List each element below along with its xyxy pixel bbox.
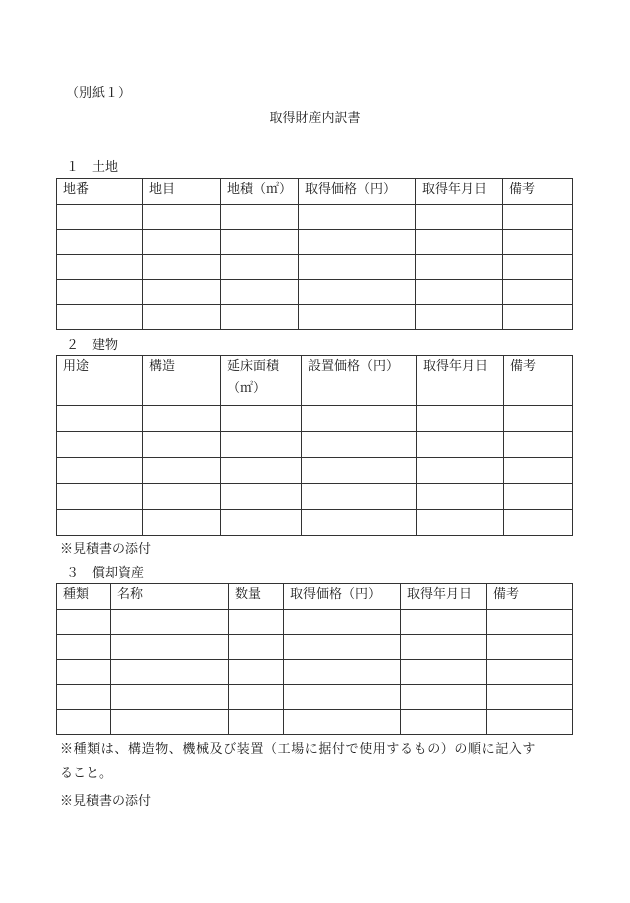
- annex-label: （別紙１）: [66, 86, 132, 101]
- land-col-acquisition-date: 取得年月日: [416, 179, 503, 205]
- table-cell[interactable]: [302, 510, 417, 536]
- section-land-heading: １ 土地: [66, 160, 119, 175]
- depreciable-table: [56, 583, 573, 735]
- table-cell[interactable]: [504, 406, 573, 432]
- table-cell[interactable]: [221, 230, 299, 255]
- table-cell[interactable]: [401, 635, 487, 660]
- table-cell[interactable]: [299, 205, 416, 230]
- table-cell[interactable]: [487, 610, 573, 635]
- table-cell[interactable]: [221, 458, 302, 484]
- depreciable-table-header-row: [57, 584, 573, 610]
- land-table-row: [57, 305, 573, 330]
- table-cell[interactable]: [504, 510, 573, 536]
- table-cell[interactable]: [57, 685, 111, 710]
- table-cell[interactable]: [143, 305, 221, 330]
- depreciable-col-remarks: 備考: [487, 584, 573, 610]
- table-cell[interactable]: [143, 205, 221, 230]
- table-cell[interactable]: [299, 305, 416, 330]
- table-cell[interactable]: [143, 510, 221, 536]
- table-cell[interactable]: [57, 406, 143, 432]
- building-col-floor-area-unit: （㎡）: [227, 381, 267, 396]
- table-cell[interactable]: [302, 406, 417, 432]
- land-col-area: 地積（㎡）: [221, 179, 299, 205]
- table-cell[interactable]: [302, 484, 417, 510]
- table-cell[interactable]: [284, 660, 401, 685]
- table-cell[interactable]: [417, 510, 504, 536]
- table-cell[interactable]: [401, 685, 487, 710]
- building-col-use: 用途: [57, 356, 143, 406]
- building-table-row: [57, 406, 573, 432]
- table-cell[interactable]: [57, 484, 143, 510]
- table-cell[interactable]: [503, 255, 573, 280]
- table-cell[interactable]: [143, 406, 221, 432]
- table-cell[interactable]: [143, 255, 221, 280]
- table-cell[interactable]: [57, 305, 143, 330]
- building-table-row: [57, 510, 573, 536]
- table-cell[interactable]: [229, 685, 284, 710]
- table-cell[interactable]: [221, 280, 299, 305]
- table-cell[interactable]: [143, 458, 221, 484]
- land-col-land-category: 地目: [143, 179, 221, 205]
- table-cell[interactable]: [302, 458, 417, 484]
- land-col-acquisition-price: 取得価格（円）: [299, 179, 416, 205]
- table-cell[interactable]: [221, 305, 299, 330]
- table-cell[interactable]: [57, 610, 111, 635]
- table-cell[interactable]: [221, 255, 299, 280]
- table-cell[interactable]: [221, 484, 302, 510]
- depreciable-col-acquisition-date: 取得年月日: [401, 584, 487, 610]
- table-cell[interactable]: [57, 280, 143, 305]
- table-cell[interactable]: [57, 510, 143, 536]
- land-col-remarks: 備考: [503, 179, 573, 205]
- note-estimate-attachment-1: ※見積書の添付: [60, 542, 152, 557]
- table-cell[interactable]: [503, 205, 573, 230]
- table-cell[interactable]: [57, 710, 111, 735]
- depreciable-table-row: [57, 685, 573, 710]
- building-table-row: [57, 484, 573, 510]
- table-cell[interactable]: [143, 484, 221, 510]
- table-cell[interactable]: [503, 230, 573, 255]
- table-cell[interactable]: [299, 230, 416, 255]
- table-cell[interactable]: [57, 205, 143, 230]
- table-cell[interactable]: [111, 710, 229, 735]
- land-col-lot-number: 地番: [57, 179, 143, 205]
- building-col-structure: 構造: [143, 356, 221, 406]
- building-table-row: [57, 458, 573, 484]
- table-cell[interactable]: [503, 280, 573, 305]
- table-cell[interactable]: [417, 484, 504, 510]
- depreciable-col-type: 種類: [57, 584, 111, 610]
- table-cell[interactable]: [229, 635, 284, 660]
- note-estimate-attachment-2: ※見積書の添付: [60, 794, 152, 809]
- table-cell[interactable]: [504, 458, 573, 484]
- table-cell[interactable]: [487, 710, 573, 735]
- depreciable-table-row: [57, 635, 573, 660]
- table-cell[interactable]: [487, 685, 573, 710]
- land-table-row: [57, 230, 573, 255]
- table-cell[interactable]: [229, 660, 284, 685]
- table-cell[interactable]: [111, 610, 229, 635]
- table-cell[interactable]: [503, 305, 573, 330]
- table-cell[interactable]: [57, 230, 143, 255]
- building-table-row: [57, 432, 573, 458]
- table-cell[interactable]: [417, 432, 504, 458]
- table-cell[interactable]: [57, 432, 143, 458]
- building-col-remarks: 備考: [504, 356, 573, 406]
- table-cell[interactable]: [143, 280, 221, 305]
- table-cell[interactable]: [401, 610, 487, 635]
- land-table-header-row: [57, 179, 573, 205]
- building-table: [56, 355, 573, 536]
- building-col-acquisition-date: 取得年月日: [417, 356, 504, 406]
- building-col-floor-area: [221, 356, 302, 406]
- depreciable-table-row: [57, 610, 573, 635]
- table-cell[interactable]: [221, 205, 299, 230]
- land-table-row: [57, 205, 573, 230]
- table-cell[interactable]: [284, 685, 401, 710]
- table-cell[interactable]: [302, 432, 417, 458]
- land-table-row: [57, 255, 573, 280]
- table-cell[interactable]: [57, 255, 143, 280]
- table-cell[interactable]: [111, 685, 229, 710]
- table-cell[interactable]: [299, 255, 416, 280]
- table-cell[interactable]: [487, 635, 573, 660]
- table-cell[interactable]: [504, 484, 573, 510]
- table-cell[interactable]: [401, 660, 487, 685]
- table-cell[interactable]: [229, 610, 284, 635]
- building-col-floor-area-label: 延床面積: [227, 359, 280, 374]
- table-cell[interactable]: [57, 660, 111, 685]
- depreciable-col-name: 名称: [111, 584, 229, 610]
- table-cell[interactable]: [143, 432, 221, 458]
- building-table-header-row: [57, 356, 573, 406]
- table-cell[interactable]: [416, 255, 503, 280]
- table-cell[interactable]: [417, 458, 504, 484]
- table-cell[interactable]: [401, 710, 487, 735]
- section-depreciable-heading: ３ 償却資産: [66, 566, 145, 581]
- table-cell[interactable]: [487, 660, 573, 685]
- section-building-heading: ２ 建物: [66, 338, 119, 353]
- table-cell[interactable]: [416, 205, 503, 230]
- table-cell[interactable]: [299, 280, 416, 305]
- note-type-order-line2: ること。: [60, 766, 113, 781]
- building-col-installation-price: 設置価格（円）: [302, 356, 417, 406]
- table-cell[interactable]: [504, 432, 573, 458]
- table-cell[interactable]: [284, 610, 401, 635]
- table-cell[interactable]: [416, 280, 503, 305]
- land-table-row: [57, 280, 573, 305]
- table-cell[interactable]: [284, 635, 401, 660]
- table-cell[interactable]: [221, 432, 302, 458]
- land-table: [56, 178, 573, 330]
- table-cell[interactable]: [416, 230, 503, 255]
- table-cell[interactable]: [143, 230, 221, 255]
- table-cell[interactable]: [416, 305, 503, 330]
- depreciable-table-row: [57, 660, 573, 685]
- table-cell[interactable]: [284, 710, 401, 735]
- table-cell[interactable]: [221, 406, 302, 432]
- document-title: 取得財産内訳書: [269, 111, 361, 126]
- depreciable-col-quantity: 数量: [229, 584, 284, 610]
- table-cell[interactable]: [417, 406, 504, 432]
- table-cell[interactable]: [57, 458, 143, 484]
- table-cell[interactable]: [111, 660, 229, 685]
- depreciable-table-row: [57, 710, 573, 735]
- table-cell[interactable]: [57, 635, 111, 660]
- depreciable-col-acquisition-price: 取得価格（円）: [284, 584, 401, 610]
- table-cell[interactable]: [229, 710, 284, 735]
- table-cell[interactable]: [221, 510, 302, 536]
- note-type-order-line1: ※種類は、構造物、機械及び装置（工場に据付で使用するもの）の順に記入す: [60, 742, 537, 757]
- table-cell[interactable]: [111, 635, 229, 660]
